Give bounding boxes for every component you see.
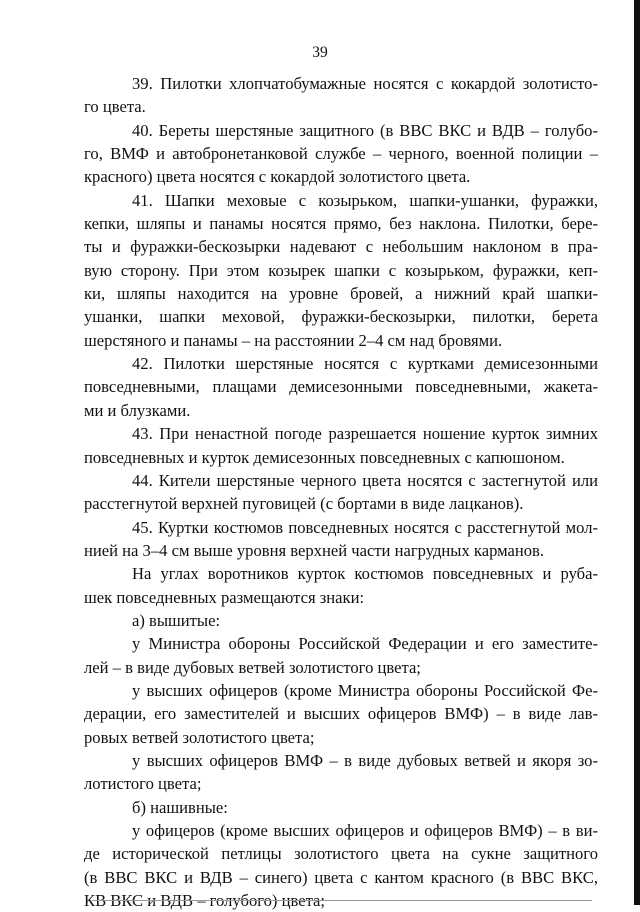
text-line: у офицеров (кроме высших офицеров и офицеров ВМФ) – в ви- — [132, 821, 598, 840]
text-line: ми и блузками. — [84, 400, 191, 420]
text-line: (в ВВС ВКС и ВДВ – синего) цвета с кантом красного (в ВВС ВКС, — [84, 867, 598, 887]
text-line: 45. Куртки костюмов повседневных носятся с расстегнутой мол- — [132, 517, 598, 537]
text-line: расстегнутой верхней пуговицей (с бортами в виде лацканов). — [84, 494, 524, 514]
scan-bottom-edge — [92, 900, 592, 901]
text-line: лей – в виде дубовых ветвей золотистого цвета; — [84, 657, 421, 677]
text-line: го цвета. — [84, 97, 146, 117]
text-line: На углах воротников курток костюмов повседневных и руба- — [132, 564, 598, 584]
page-number: 39 — [312, 44, 328, 61]
text-line: кепки, шляпы и панамы носятся прямо, без наклона. Пилотки, бере- — [84, 214, 598, 234]
text-line: го, ВМФ и автобронетанковой службе – черного, военной полиции – — [84, 144, 598, 164]
document-body — [84, 72, 598, 912]
text-line: шерстяного и панамы – на расстоянии 2–4 см над бровями. — [84, 330, 503, 350]
text-line: 44. Кители шерстяные черного цвета носятся с застегнутой или — [132, 470, 598, 490]
text-line: б) нашивные: — [132, 797, 228, 817]
text-line: шек повседневных размещаются знаки: — [84, 587, 365, 607]
text-line: повседневных и курток демисезонных повседневных с капюшоном. — [84, 447, 565, 467]
text-line: повседневными, плащами демисезонными повседневными, жакета- — [84, 377, 598, 397]
text-line: у высших офицеров ВМФ – в виде дубовых ветвей и якоря зо- — [132, 750, 598, 770]
text-line: де исторической петлицы золотистого цвета на сукне защитного — [84, 844, 598, 864]
text-line: 40. Береты шерстяные защитного (в ВВС ВКС и ВДВ – голубо- — [132, 120, 598, 140]
text-line: красного) цвета носятся с кокардой золотистого цвета. — [84, 167, 471, 187]
text-line: лотистого цвета; — [84, 774, 202, 794]
text-line: ты и фуражки-бескозырки надевают с небольшим наклоном в пра- — [84, 237, 598, 257]
text-line: 42. Пилотки шерстяные носятся с куртками демисезонными — [132, 354, 598, 374]
text-line: ушанки, шапки меховой, фуражки-бескозырки, пилотки, берета — [84, 307, 598, 327]
text-line: 43. При ненастной погоде разрешается ношение курток зимних — [132, 424, 598, 444]
text-line: а) вышитые: — [132, 610, 221, 630]
text-line: нией на 3–4 см выше уровня верхней части нагрудных карманов. — [84, 540, 545, 560]
text-line: 41. Шапки меховые с козырьком, шапки-ушанки, фуражки, — [132, 190, 598, 210]
text-line: дерации, его заместителей и высших офицеров ВМФ) – в виде лав- — [84, 704, 598, 724]
scan-edge — [634, 0, 640, 905]
text-line: КВ ВКС и ВДВ – голубого) цвета; — [84, 891, 326, 911]
text-line: 39. Пилотки хлопчатобумажные носятся с кокардой золотисто- — [132, 74, 598, 93]
text-line: ки, шляпы находится на уровне бровей, а нижний край шапки- — [84, 284, 598, 304]
text-line: у высших офицеров (кроме Министра обороны Российской Фе- — [132, 680, 598, 700]
text-line: ровых ветвей золотистого цвета; — [84, 727, 315, 747]
text-line: вую сторону. При этом козырек шапки с козырьком, фуражки, кеп- — [84, 260, 598, 280]
text-line: у Министра обороны Российской Федерации и его заместите- — [132, 634, 598, 654]
